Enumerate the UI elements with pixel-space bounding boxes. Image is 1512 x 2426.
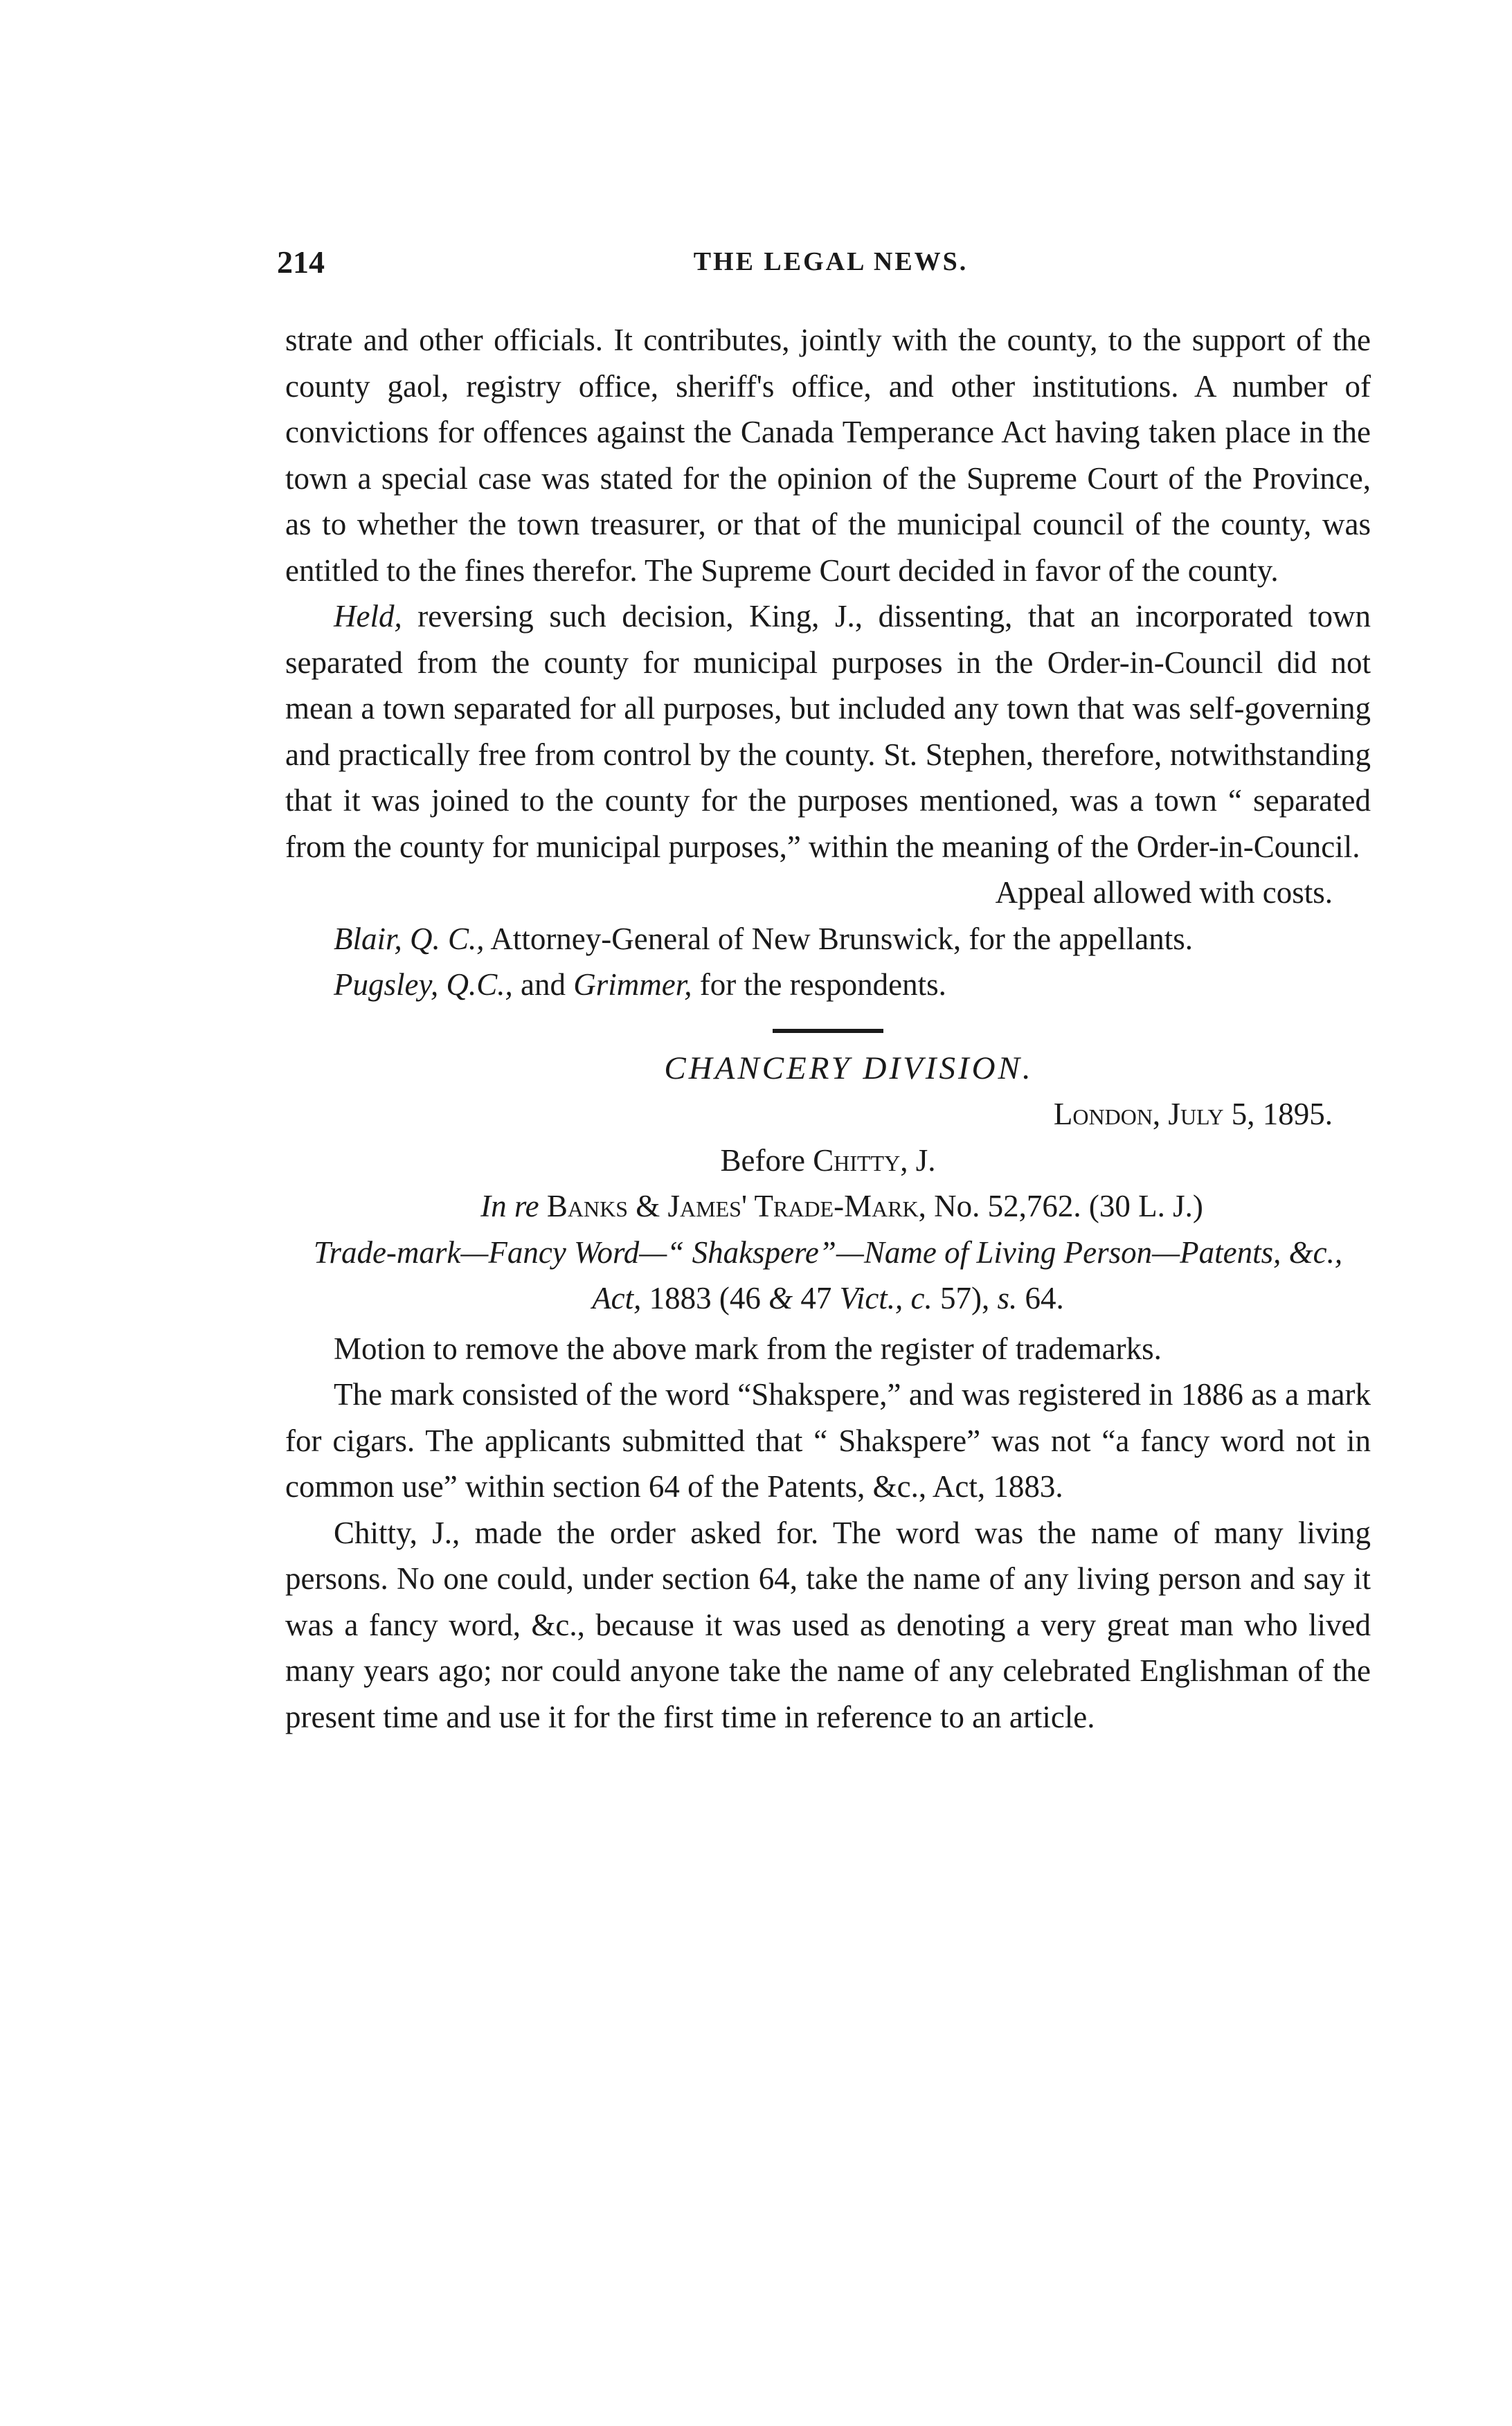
- in-re: In re: [480, 1189, 539, 1223]
- case-facts-paragraph: strate and other officials. It contributes, jointly with the county, to the support of the county gaol, registry office, sheriff's office, and other institutions. A number of convictions for offences against the Canada Temperance Act having taken place in the town a special case was stated for the opinion of the Supreme Court of the Province, as to whether the town treasurer, or that of the municipal council of the county, was entitled to the fines therefor. The Supreme Court decided in favor of the county.: [285, 323, 1371, 588]
- before-judge: [285, 1138, 1371, 1184]
- motion-paragraph: Motion to remove the above mark from the register of trademarks.: [334, 1331, 1162, 1366]
- counsel1-qc: Q. C.,: [410, 921, 485, 956]
- counsel2-and: and: [512, 967, 574, 1002]
- headnote-num: 47: [793, 1281, 840, 1315]
- held-text: reversing such decision, King, J., dissenting, that an incorporated town separated from the county for municipal purposes in the Order-in-Council did not mean a town separated for all purposes, but included any town that was self-governing and practically free from control by the county. St. Stephen, therefore, notwithstanding that it was joined to the county for the purposes mentioned, was a town “ separated from the county for municipal purposes,” within the meaning of the Order-in-Council.: [285, 599, 1371, 864]
- before-label: Before: [720, 1142, 813, 1178]
- case-title-number: No. 52,762. (30 L. J.): [926, 1189, 1203, 1223]
- page-number: 214: [277, 244, 325, 280]
- division-heading: CHANCERY DIVISION.: [664, 1050, 1034, 1086]
- case-title-name: Banks & James' Trade-Mark,: [539, 1189, 926, 1223]
- place-date-text: London, July 5, 1895.: [1053, 1097, 1333, 1131]
- headnote-sec: 64.: [1017, 1281, 1064, 1315]
- counsel2-rest: for the respondents.: [692, 967, 946, 1002]
- case-title: [285, 1183, 1371, 1230]
- running-title: THE LEGAL NEWS.: [693, 247, 969, 276]
- judgment-paragraph: Chitty, J., made the order asked for. The word was the name of many living persons. No one could, under section 64, take the name of any living person and say it was a fancy word, &c., because it was used as denoting a very great man who lived many years ago; nor could anyone take the name of any celebrated Englishman of the present time and use it for the first time in reference to an article.: [285, 1515, 1371, 1734]
- mark-paragraph: The mark consisted of the word “Shakspere,” and was registered in 1886 as a mark for cigars. The applicants submitted that “ Shakspere” was not “a fancy word not in common use” within section 64 of the Patents, &c., Act, 1883.: [285, 1377, 1371, 1504]
- counsel1-name: Blair,: [334, 921, 402, 956]
- page-header: [277, 244, 1385, 292]
- counsel2-qc: Q.C.,: [446, 967, 513, 1002]
- headnote: [285, 1230, 1371, 1322]
- headnote-year: 1883 (46: [641, 1281, 769, 1315]
- headnote-italic: Trade-mark—Fancy Word—“ Shakspere”—Name of Living Person—Patents, &c., Act,: [313, 1234, 1343, 1315]
- counsel2-name: Pugsley,: [334, 967, 439, 1002]
- held-label: Held,: [334, 599, 402, 634]
- judge-name: Chitty, J.: [813, 1142, 936, 1178]
- counsel2-name2: Grimmer,: [573, 967, 692, 1002]
- section-divider: [773, 1029, 883, 1033]
- headnote-vict: Vict., c.: [839, 1281, 933, 1315]
- headnote-end: 57),: [932, 1281, 998, 1315]
- place-date: [285, 1091, 1371, 1138]
- headnote-s: s.: [997, 1281, 1018, 1315]
- headnote-amp: &: [768, 1281, 793, 1315]
- held-paragraph: [285, 593, 1371, 870]
- counsel-respondents: [285, 962, 1371, 1008]
- appeal-result: Appeal allowed with costs.: [995, 875, 1333, 910]
- body-text: [285, 317, 1371, 1740]
- counsel1-rest: Attorney-General of New Brunswick, for the appellants.: [484, 921, 1193, 956]
- counsel-appellants: [285, 916, 1371, 962]
